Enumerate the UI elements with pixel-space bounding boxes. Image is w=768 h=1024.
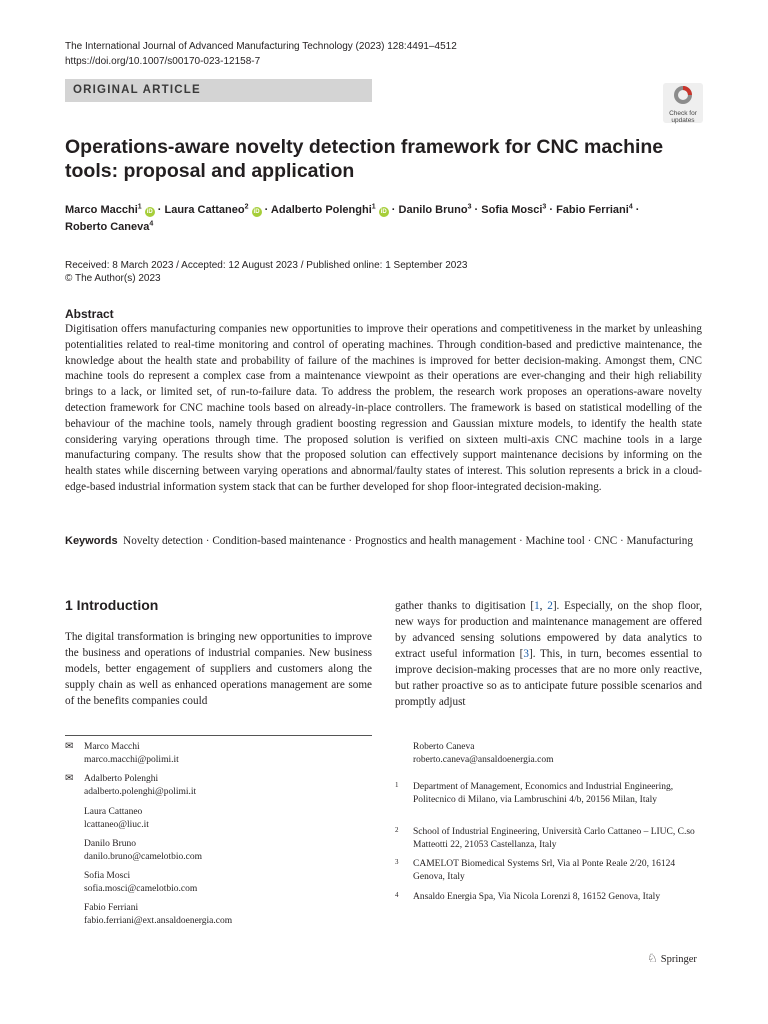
article-type-banner: ORIGINAL ARTICLE xyxy=(65,79,372,102)
author-name[interactable]: Marco Macchi xyxy=(65,204,138,216)
affiliation-number: 4 xyxy=(395,891,399,899)
contact-name: Marco Macchi xyxy=(84,742,140,752)
intro-text-sep: , xyxy=(539,600,548,612)
paper-title: Operations-aware novelty detection framework for CNC machine tools: proposal and application xyxy=(65,136,664,182)
author-name[interactable]: Adalberto Polenghi xyxy=(270,204,372,216)
crossmark-label: Check for updates xyxy=(669,110,697,124)
abstract-heading: Abstract xyxy=(65,307,114,321)
affiliation-entry xyxy=(395,826,695,851)
author-affiliation-mark: 4 xyxy=(149,220,154,228)
affiliation-entry xyxy=(395,781,695,806)
copyright-notice: © The Author(s) 2023 xyxy=(65,273,161,284)
contact-email[interactable]: sofia.mosci@camelotbio.com xyxy=(84,883,198,894)
contact-entry xyxy=(65,902,232,927)
author-name[interactable]: Roberto Caneva xyxy=(65,221,150,233)
author-affiliation-mark: 4 xyxy=(628,203,633,211)
affiliation-text: Ansaldo Energia Spa, Via Nicola Lorenzi 8, 16152 Genova, Italy xyxy=(413,892,661,902)
contact-name: Danilo Bruno xyxy=(84,839,136,849)
author-list: Marco Macchi$^1$ iD · Laura Cattaneo$^2$ iD · Adalberto Polenghi$^1$ iD · Danilo Bruno$^3$ · Sofia Mosci$^3$ · Fabio Ferriani$^4$ · Roberto Caneva$^4$ xyxy=(65,203,640,233)
publication-dates: Received: 8 March 2023 / Accepted: 12 August 2023 / Published online: 1 September 2023 xyxy=(65,260,468,271)
citation-link[interactable]: 3 xyxy=(523,648,529,660)
affiliation-entry xyxy=(395,891,695,904)
orcid-icon[interactable]: iD xyxy=(380,209,387,215)
author-affiliation-mark: 1 xyxy=(137,203,142,211)
section-heading-introduction: 1 Introduction xyxy=(65,597,159,613)
crossmark-icon xyxy=(673,85,693,105)
journal-citation: The International Journal of Advanced Manufacturing Technology (2023) 128:4491–4512 xyxy=(65,41,457,52)
contact-entry xyxy=(65,741,179,766)
contact-entry xyxy=(65,838,202,863)
orcid-icon[interactable]: iD xyxy=(253,209,260,215)
author-name[interactable]: Sofia Mosci xyxy=(481,204,543,216)
contact-email[interactable]: roberto.caneva@ansaldoenergia.com xyxy=(413,754,554,765)
keywords-text: Novelty detection · Condition-based maintenance · Prognostics and health management · Machine tool · CNC · Manufacturing xyxy=(123,535,693,547)
doi-link[interactable]: https://doi.org/10.1007/s00170-023-12158-7 xyxy=(65,56,261,67)
contact-entry xyxy=(65,773,196,798)
contact-email[interactable]: danilo.bruno@camelotbio.com xyxy=(84,851,202,862)
intro-text-a: gather thanks to digitisation [ xyxy=(395,600,535,612)
affiliation-number: 2 xyxy=(395,826,399,834)
author-affiliation-mark: 3 xyxy=(542,203,547,211)
contact-email[interactable]: lcattaneo@liuc.it xyxy=(84,819,149,830)
contact-name: Adalberto Polenghi xyxy=(84,774,159,784)
keywords-label: Keywords xyxy=(65,535,118,547)
contact-entry xyxy=(65,870,197,895)
affiliation-number: 3 xyxy=(395,858,399,866)
contact-entry xyxy=(65,806,149,831)
contact-name: Laura Cattaneo xyxy=(84,807,143,817)
publisher-logo xyxy=(647,951,697,967)
abstract-text: Digitisation offers manufacturing companies new opportunities to improve their operations and competitiveness in the market by unleashing potentialities related to real-time monitoring and control of operating machines. Through condition-based and predictive maintenance, the knowledge about the health state and probability of failure of the machines is improved for better decision-making. Amongst them, CNC machine tools do represent a complex case from a maintenance viewpoint as their operations are ever-changing and their high reliability brings to a lack, or limited set, of run-to-failure data. To address the problem, the research work proposes an operations-aware novelty detection framework for CNC machine tools based on already-in-place controllers. The framework is based on statistical modelling of the behaviour of the machine tools, namely through gradient boosting regression and Gaussian mixture models, to identify the health state considering varying operations through time. The proposed solution is verified on sixteen multi-axis CNC machine tools in a large manufacturing company. The results show that the proposed solution can effectively support maintenance decisions by informing on the health states while discerning between varying operations and abnormal/faulty states of interest. This solution represents a brick in a cloud-edge-based industrial information system stack that can be further developed for shop floor-integrated decision-making. xyxy=(65,323,702,493)
publisher-name: Springer xyxy=(660,954,697,965)
affiliation-text: Department of Management, Economics and Industrial Engineering, Politecnico di Milano, via Lambruschini 4/b, 20156 Milan, Italy xyxy=(413,782,674,805)
author-affiliation-mark: 1 xyxy=(371,203,376,211)
affiliation-entry xyxy=(395,858,695,883)
intro-text-c: ]. This, in turn, becomes essential to improve decision-making processes that are no more only reactive, but rather proactive so as to anticipate future possible scenarios and promptly adjust xyxy=(395,648,702,708)
contact-email[interactable]: adalberto.polenghi@polimi.it xyxy=(84,786,197,797)
author-affiliation-mark: 2 xyxy=(244,203,249,211)
contact-email[interactable]: marco.macchi@polimi.it xyxy=(84,754,179,765)
intro-paragraph-left: The digital transformation is bringing new opportunities to improve the business and operations of industrial companies. New business models, better engagement of suppliers and customers along the supply chain as well as enhanced operations management are some of the benefits companies could xyxy=(65,631,372,707)
footnote-divider xyxy=(65,735,372,736)
contact-name: Roberto Caneva xyxy=(413,742,475,752)
contact-email[interactable]: fabio.ferriani@ext.ansaldoenergia.com xyxy=(84,915,233,926)
keywords-block xyxy=(65,533,702,549)
contact-name: Fabio Ferriani xyxy=(84,903,139,913)
envelope-icon: ✉ xyxy=(65,773,74,784)
author-name[interactable]: Laura Cattaneo xyxy=(164,204,245,216)
author-affiliation-mark: 3 xyxy=(467,203,472,211)
crossmark-badge[interactable] xyxy=(663,83,703,123)
citation-link[interactable]: 2 xyxy=(547,600,553,612)
springer-horse-icon: ♘ xyxy=(647,951,658,965)
contact-entry xyxy=(395,741,695,766)
intro-paragraph-right xyxy=(395,598,702,710)
orcid-icon[interactable]: iD xyxy=(146,209,153,215)
envelope-icon: ✉ xyxy=(65,741,74,752)
affiliation-number: 1 xyxy=(395,781,399,789)
affiliation-text: CAMELOT Biomedical Systems Srl, Via al Ponte Reale 2/20, 16124 Genova, Italy xyxy=(413,859,676,882)
citation-link[interactable]: 1 xyxy=(534,600,540,612)
author-name[interactable]: Fabio Ferriani xyxy=(556,204,629,216)
contact-name: Sofia Mosci xyxy=(84,871,131,881)
author-name[interactable]: Danilo Bruno xyxy=(398,204,468,216)
affiliation-text: School of Industrial Engineering, Università Carlo Cattaneo – LIUC, C.so Matteotti 22, 21053 Castellanza, Italy xyxy=(413,827,695,850)
intro-text-b: ]. Especially, on the shop floor, new ways for production and maintenance management are offered by advanced sensing solutions empowered by data analytics to extract useful information [ xyxy=(395,600,703,660)
